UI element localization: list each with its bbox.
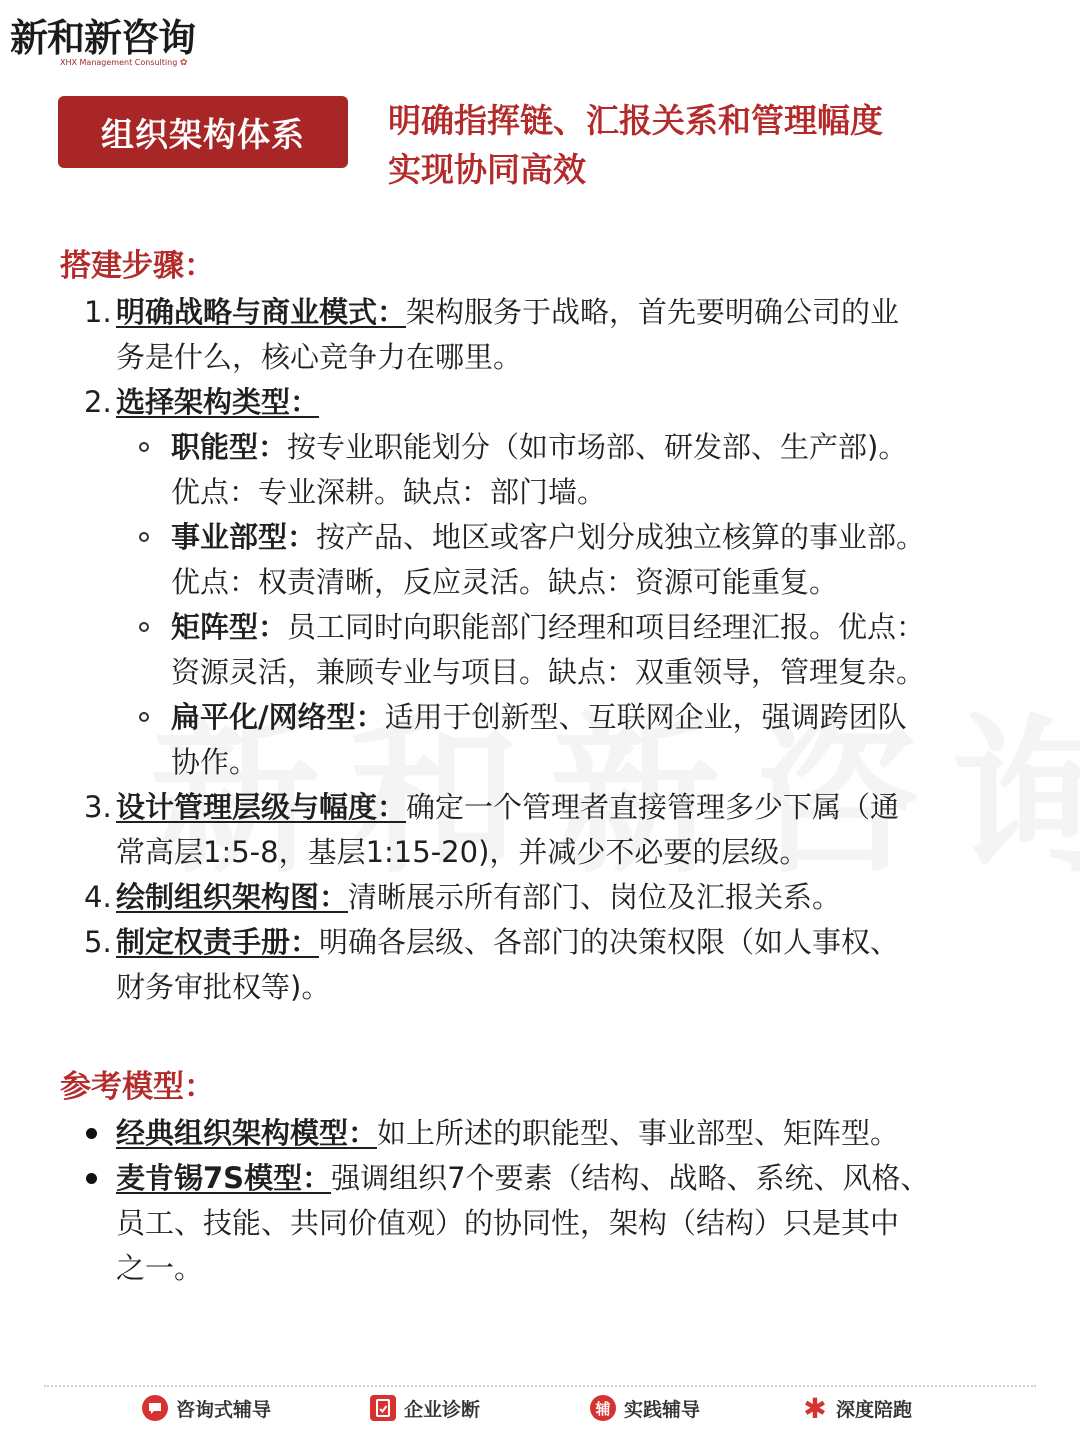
type-text: 适用于创新型、互联网企业，强调跨团队 xyxy=(384,700,907,734)
model-text-cont: 之一。 xyxy=(116,1251,204,1285)
type-item xyxy=(60,695,1010,785)
footer-label: 咨询式辅导 xyxy=(176,1398,272,1421)
footer-label: 深度陪跑 xyxy=(836,1398,913,1421)
type-keyword: 事业部型： xyxy=(171,520,317,554)
type-text-cont: 优点：权责清晰，反应灵活。缺点：资源可能重复。 xyxy=(171,565,839,599)
type-text: 按专业职能划分（如市场部、研发部、生产部)。 xyxy=(287,430,908,464)
step-text-cont: 财务审批权等)。 xyxy=(116,970,331,1004)
type-item xyxy=(60,425,1010,515)
type-text: 按产品、地区或客户划分成独立核算的事业部。 xyxy=(316,520,926,554)
footer-divider xyxy=(44,1385,1036,1387)
people-star-icon: ✱ xyxy=(803,1391,827,1425)
logo-text: 新和新咨询 xyxy=(10,15,196,60)
circle-bullet-icon xyxy=(139,712,149,722)
type-text-cont: 资源灵活，兼顾专业与项目。缺点：双重领导，管理复杂。 xyxy=(171,655,926,689)
slogan xyxy=(388,96,883,194)
footer-bar xyxy=(0,1390,1080,1426)
model-text-cont: 员工、技能、共同价值观）的协同性，架构（结构）只是其中 xyxy=(116,1206,900,1240)
step-text: 确定一个管理者直接管理多少下属（通 xyxy=(406,790,900,824)
footer-item-diagnosis xyxy=(370,1390,480,1426)
model-keyword: 麦肯锡7S模型： xyxy=(116,1161,332,1195)
step-text-cont: 务是什么，核心竞争力在哪里。 xyxy=(116,340,523,374)
document-check-icon xyxy=(370,1395,396,1421)
slogan-line-2: 实现协同高效 xyxy=(388,150,586,189)
step-number: 4. xyxy=(84,880,112,914)
footer-label: 实践辅导 xyxy=(624,1398,701,1421)
model-text: 如上所述的职能型、事业部型、矩阵型。 xyxy=(377,1116,900,1150)
step-text: 清晰展示所有部门、岗位及汇报关系。 xyxy=(348,880,842,914)
model-keyword: 经典组织架构模型： xyxy=(116,1116,378,1150)
type-text-cont: 协作。 xyxy=(171,745,259,779)
main-content xyxy=(60,242,1010,1291)
circle-bullet-icon xyxy=(139,442,149,452)
type-text: 员工同时向职能部门经理和项目经理汇报。优点： xyxy=(287,610,926,644)
type-item xyxy=(60,605,1010,695)
type-item xyxy=(60,515,1010,605)
footer-label: 企业诊断 xyxy=(404,1398,481,1421)
flower-icon: ✿ xyxy=(179,58,188,68)
dot-bullet-icon xyxy=(86,1128,97,1139)
step-text-cont: 常高层1:5-8，基层1:15-20)，并减少不必要的层级。 xyxy=(116,835,809,869)
fu-badge-icon: 辅 xyxy=(590,1395,616,1421)
step-text: 架构服务于战略，首先要明确公司的业 xyxy=(406,295,900,329)
logo-subtitle: XHX Management Consulting ✿ xyxy=(60,58,188,68)
type-keyword: 扁平化/网络型： xyxy=(171,700,385,734)
step-number: 3. xyxy=(84,790,112,824)
step-keyword: 绘制组织架构图： xyxy=(116,880,349,914)
step-number: 5. xyxy=(84,925,112,959)
footer-item-accompany xyxy=(802,1390,912,1426)
step-number: 2. xyxy=(84,385,112,419)
step-keyword: 制定权责手册： xyxy=(116,925,320,959)
step-item xyxy=(60,380,1010,425)
model-text: 强调组织7个要素（结构、战略、系统、风格、 xyxy=(331,1161,930,1195)
dot-bullet-icon xyxy=(86,1173,97,1184)
circle-bullet-icon xyxy=(139,532,149,542)
footer-item-consulting xyxy=(142,1390,271,1426)
title-badge: 组织架构体系 xyxy=(58,96,348,168)
model-item xyxy=(60,1111,1010,1156)
step-keyword: 明确战略与商业模式： xyxy=(116,295,407,329)
type-keyword: 矩阵型： xyxy=(171,610,288,644)
steps-heading: 搭建步骤： xyxy=(60,248,215,284)
circle-bullet-icon xyxy=(139,622,149,632)
step-item xyxy=(60,920,1010,1010)
slogan-line-1: 明确指挥链、汇报关系和管理幅度 xyxy=(388,101,883,140)
step-item xyxy=(60,875,1010,920)
chat-bubble-icon xyxy=(142,1395,168,1421)
model-item xyxy=(60,1156,1010,1291)
brand-logo xyxy=(10,16,195,68)
step-keyword: 设计管理层级与幅度： xyxy=(116,790,407,824)
type-text-cont: 优点：专业深耕。缺点：部门墙。 xyxy=(171,475,607,509)
step-item xyxy=(60,290,1010,380)
step-keyword: 选择架构类型： xyxy=(116,385,320,419)
models-heading: 参考模型： xyxy=(60,1069,215,1105)
step-number: 1. xyxy=(84,295,112,329)
step-item xyxy=(60,785,1010,875)
type-keyword: 职能型： xyxy=(171,430,288,464)
step-text: 明确各层级、各部门的决策权限（如人事权、 xyxy=(319,925,900,959)
footer-item-practice xyxy=(590,1390,700,1426)
